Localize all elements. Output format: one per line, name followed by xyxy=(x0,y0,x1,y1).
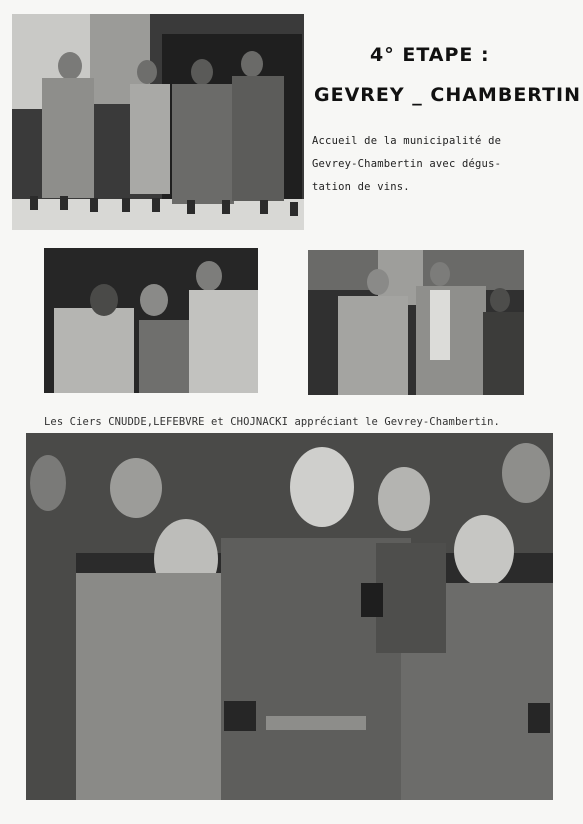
photo-officers-right xyxy=(308,250,524,395)
photo-officers-left xyxy=(44,248,258,393)
photo-group-tasting-image xyxy=(26,433,553,800)
photo-reception xyxy=(12,14,304,230)
intro-caption-line1: Accueil de la municipalité de xyxy=(312,135,502,147)
page-title-line1: 4° ETAPE : xyxy=(370,44,490,66)
photo-reception-image xyxy=(12,14,304,230)
photo-caption: Les Ciers CNUDDE,LEFEBVRE et CHOJNACKI appréciant le Gevrey-Chambertin. xyxy=(44,416,500,428)
photo-group-tasting xyxy=(26,433,553,800)
page-title-line2: GEVREY _ CHAMBERTIN xyxy=(314,84,582,106)
photo-officers-right-image xyxy=(308,250,524,395)
intro-caption-line3: tation de vins. xyxy=(312,181,410,193)
photo-officers-left-image xyxy=(44,248,258,393)
intro-caption-line2: Gevrey-Chambertin avec dégus- xyxy=(312,158,502,170)
